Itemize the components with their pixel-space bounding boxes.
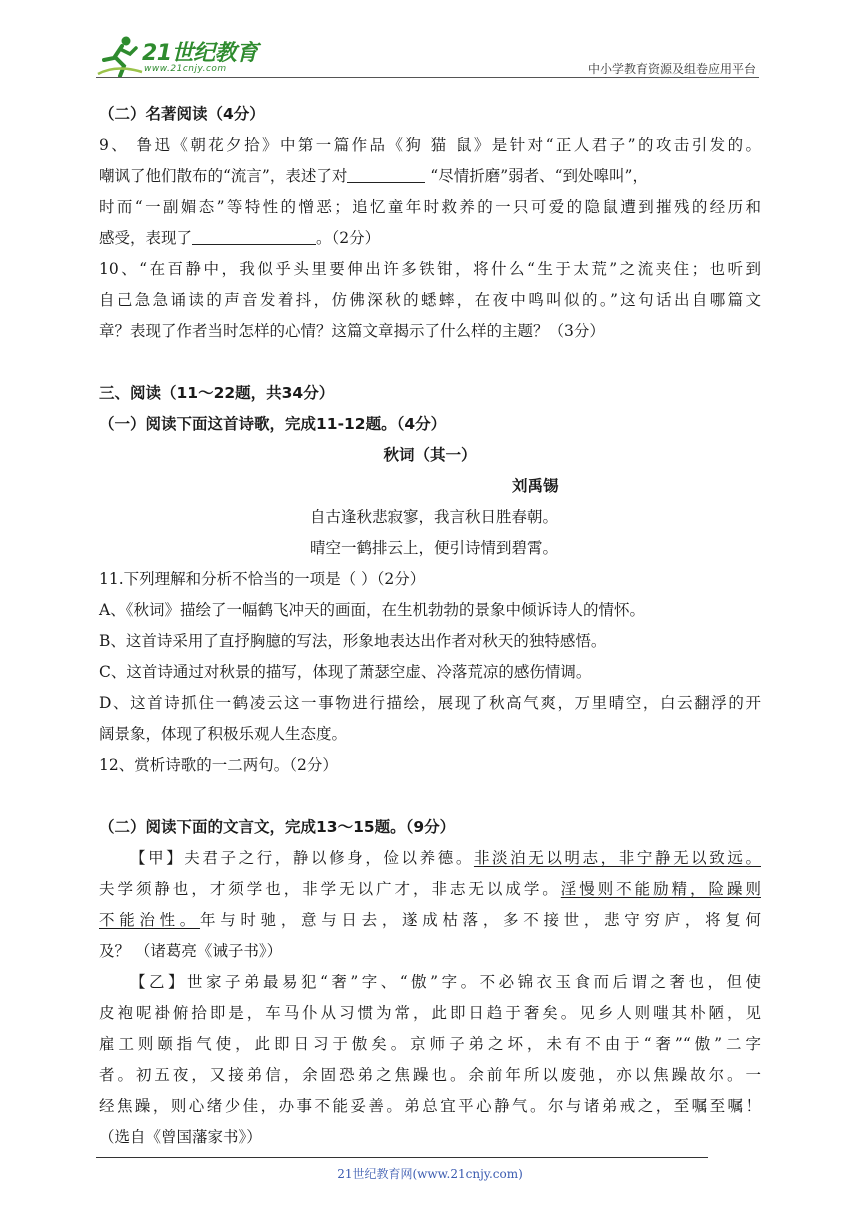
q9-line-1: 9、 鲁迅《朝花夕拾》中第一篇作品《狗 猫 鼠》是针对“正人君子”的攻击引发的。 — [99, 136, 761, 154]
q10-line-1: 10、“在百静中，我似乎头里要伸出许多铁钳，将什么“生于太荒”之流夹住；也听到 — [99, 260, 761, 278]
q10-line-2: 自己急急诵读的声音发着抖，仿佛深秋的蟋蟀，在夜中鸣叫似的。”这句话出自哪篇文 — [99, 291, 761, 309]
q9-text: 嘲讽了他们散布的“流言”，表述了对 — [99, 167, 348, 185]
passage-text: 【甲】夫君子之行，静以修身，俭以养德。 — [130, 849, 474, 867]
section-title-mingzhu: （二）名著阅读（4分） — [99, 105, 265, 123]
passage-jia-line-1 — [99, 843, 761, 874]
passage-yi-source: （选自《曾国藩家书》） — [99, 1128, 262, 1146]
logo-url: www.21cnjy.com — [144, 64, 227, 74]
q9-text: 感受，表现了 — [99, 229, 193, 247]
poem-title: 秋词（其一） — [383, 446, 477, 464]
page-header — [96, 34, 756, 80]
q9-line-2 — [99, 161, 761, 192]
q11-option-c: C、这首诗通过对秋景的描写，体现了萧瑟空虚、冷落荒凉的感伤情调。 — [99, 663, 592, 681]
page-footer[interactable]: 21世纪教育网(www.21cnjy.com) — [337, 1167, 523, 1181]
passage-yi-line-5: 经焦躁，则心绪少佳，办事不能妥善。弟总宜平心静气。尔与诸弟戒之，至嘱至嘱！ — [99, 1097, 761, 1115]
subsection-title-poem: （一）阅读下面这首诗歌，完成11-12题。（4分） — [99, 415, 447, 433]
passage-jia-line-4: 及？ （诸葛亮《诫子书》） — [99, 942, 283, 960]
header-divider — [96, 77, 759, 78]
passage-jia-line-3 — [99, 905, 761, 936]
footer-divider — [96, 1157, 708, 1158]
section-title-reading: 三、阅读（11～22题，共34分） — [99, 384, 335, 402]
q11-stem: 11.下列理解和分析不恰当的一项是（ ）（2分） — [99, 570, 426, 588]
answer-blank-1[interactable] — [347, 164, 425, 183]
q9-line-4 — [99, 223, 761, 254]
passage-text: 夫学须静也，才须学也，非学无以广才，非志无以成学。 — [99, 880, 561, 898]
poem-line-2: 晴空一鹤排云上，便引诗情到碧霄。 — [310, 539, 559, 557]
logo-text: 21世纪教育 — [142, 41, 258, 66]
underlined-sentence: 不能治性。 — [99, 911, 201, 929]
passage-text: 年与时驰，意与日去，遂成枯落，多不接世，悲守穷庐，将复何 — [200, 911, 761, 929]
answer-blank-2[interactable] — [192, 226, 316, 245]
q9-line-3: 时而“一副媚态”等特性的憎恶；追忆童年时救养的一只可爱的隐鼠遭到摧残的经历和 — [99, 198, 761, 216]
q9-text: 。（2分） — [316, 229, 381, 247]
q10-line-3: 章？表现了作者当时怎样的心情？这篇文章揭示了什么样的主题？（3分） — [99, 322, 605, 340]
q11-option-d: D、这首诗抓住一鹤凌云这一事物进行描绘，展现了秋高气爽，万里晴空，白云翻浮的开 — [99, 694, 761, 712]
poem-author: 刘禹锡 — [512, 477, 559, 495]
q11-option-d-cont: 阔景象，体现了积极乐观人生态度。 — [99, 725, 348, 743]
exam-content — [99, 99, 761, 1153]
q9-text: “尽情折磨”弱者、“到处嗥叫”， — [425, 167, 648, 185]
site-logo — [96, 34, 266, 78]
q12-stem: 12、赏析诗歌的一二两句。（2分） — [99, 756, 338, 774]
poem-line-1: 自古逢秋悲寂寥，我言秋日胜春朝。 — [310, 508, 559, 526]
passage-jia-line-2 — [99, 874, 761, 905]
passage-yi-line-4: 者。初五夜，又接弟信，余固恐弟之焦躁也。余前年所以废弛，亦以焦躁故尔。一 — [99, 1066, 761, 1084]
underlined-sentence: 淫慢则不能励精，险躁则 — [560, 880, 761, 898]
passage-yi-line-2: 皮袍呢褂俯拾即是，车马仆从习惯为常，此即日趋于奢矣。见乡人则嗤其朴陋，见 — [99, 1004, 761, 1022]
q11-option-a: A、《秋词》描绘了一幅鹤飞冲天的画面，在生机勃勃的景象中倾诉诗人的情怀。 — [99, 601, 645, 619]
passage-yi-line-1: 【乙】世家子弟最易犯“奢”字、“傲”字。不必锦衣玉食而后谓之奢也，但使 — [130, 973, 761, 991]
underlined-sentence: 非淡泊无以明志，非宁静无以致远。 — [473, 849, 761, 867]
platform-name: 中小学教育资源及组卷应用平台 — [587, 62, 756, 76]
runner-icon — [96, 34, 146, 78]
passage-yi-line-3: 雇工则颐指气使，此即日习于傲矣。京师子弟之坏，未有不由于“奢”“傲”二字 — [99, 1035, 761, 1053]
q11-option-b: B、这首诗采用了直抒胸臆的写法，形象地表达出作者对秋天的独特感悟。 — [99, 632, 607, 650]
subsection-title-classical: （二）阅读下面的文言文，完成13～15题。（9分） — [99, 818, 456, 836]
